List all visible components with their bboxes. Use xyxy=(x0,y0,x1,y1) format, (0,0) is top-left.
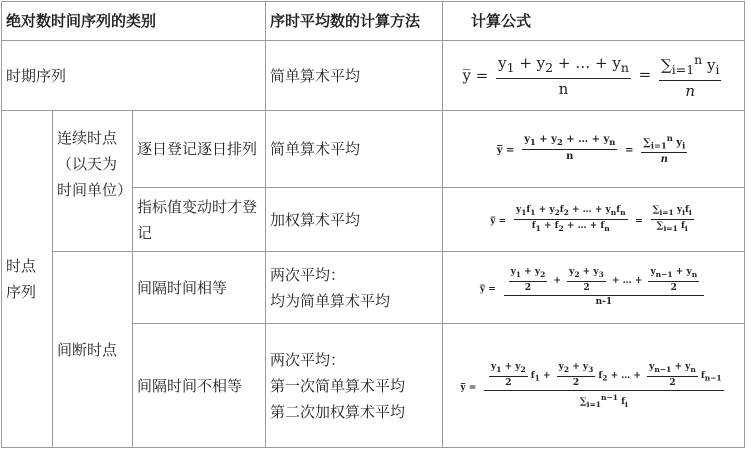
period-series-label: 时期序列 xyxy=(2,41,266,111)
table-row xyxy=(2,252,745,324)
unequal-method xyxy=(266,324,443,448)
table-row xyxy=(2,111,745,188)
calculation-table xyxy=(1,1,745,448)
header-formula: 计算公式 xyxy=(443,2,745,41)
equal-formula: y̅ = $\frac{y_1 + y_2}{2}$ + $\frac{y_2 + y_3}{2}$ + … + $\frac{y_{n-1} + y_n}{2}$ n-1 xyxy=(443,252,745,324)
period-method: 简单算术平均 xyxy=(266,41,443,111)
interval-point-label: 间断时点 xyxy=(53,252,133,448)
table-row xyxy=(2,41,745,111)
change-method: 加权算术平均 xyxy=(266,188,443,252)
equal-method-line-1: 两次平均： xyxy=(270,265,346,284)
change-type: 指标值变动时才登记 xyxy=(133,188,266,252)
unequal-method-line-3: 第二次加权算术平均 xyxy=(270,402,406,421)
daily-formula: y̅ = $\frac{y_1 + y_2 + \dots + y_n}{n}$ = $\frac{\sum_{i=1}^n y_i}{n}$ xyxy=(443,111,745,188)
unequal-method-line-2: 第一次简单算术平均 xyxy=(270,376,406,395)
equal-type: 间隔时间相等 xyxy=(133,252,266,324)
unequal-type: 间隔时间不相等 xyxy=(133,324,266,448)
daily-type: 逐日登记逐日排列 xyxy=(133,111,266,188)
point-series-label: 时点序列 xyxy=(2,111,53,448)
daily-method: 简单算术平均 xyxy=(266,111,443,188)
unequal-formula: y̅ = $\frac{y_1 + y_2}{2}$ $f_1$ + $\frac{y_2 + y_3}{2}$ $f_2$ + … + $\frac{y_{n-1} + y_n}{2}$ $f_{n-1}$ $\sum_{i=1}^{n-1}$ $f_i$ xyxy=(443,324,745,448)
equal-method xyxy=(266,252,443,324)
header-category: 绝对数时间序列的类别 xyxy=(2,2,266,41)
header-method: 序时平均数的计算方法 xyxy=(266,2,443,41)
equal-method-line-2: 均为简单算术平均 xyxy=(270,291,391,310)
change-formula: y̅ = $\frac{y_1f_1 + y_2f_2 + \dots + y_nf_n}{f_1 + f_2 + \dots + f_n}$ = $\frac{\sum_{i=1} y_if_i}{\sum_{i=1} f_i}$ xyxy=(443,188,745,252)
period-formula: y̅ = $\frac{y_1 + y_2 + \dots + y_n}{n}$ = $\frac{\sum_{i=1}^n y_i}{n}$ xyxy=(443,41,745,111)
continuous-point-label: 连续时点（以天为时间单位） xyxy=(53,111,133,252)
unequal-method-line-1: 两次平均： xyxy=(270,350,346,369)
header-row xyxy=(2,2,745,41)
